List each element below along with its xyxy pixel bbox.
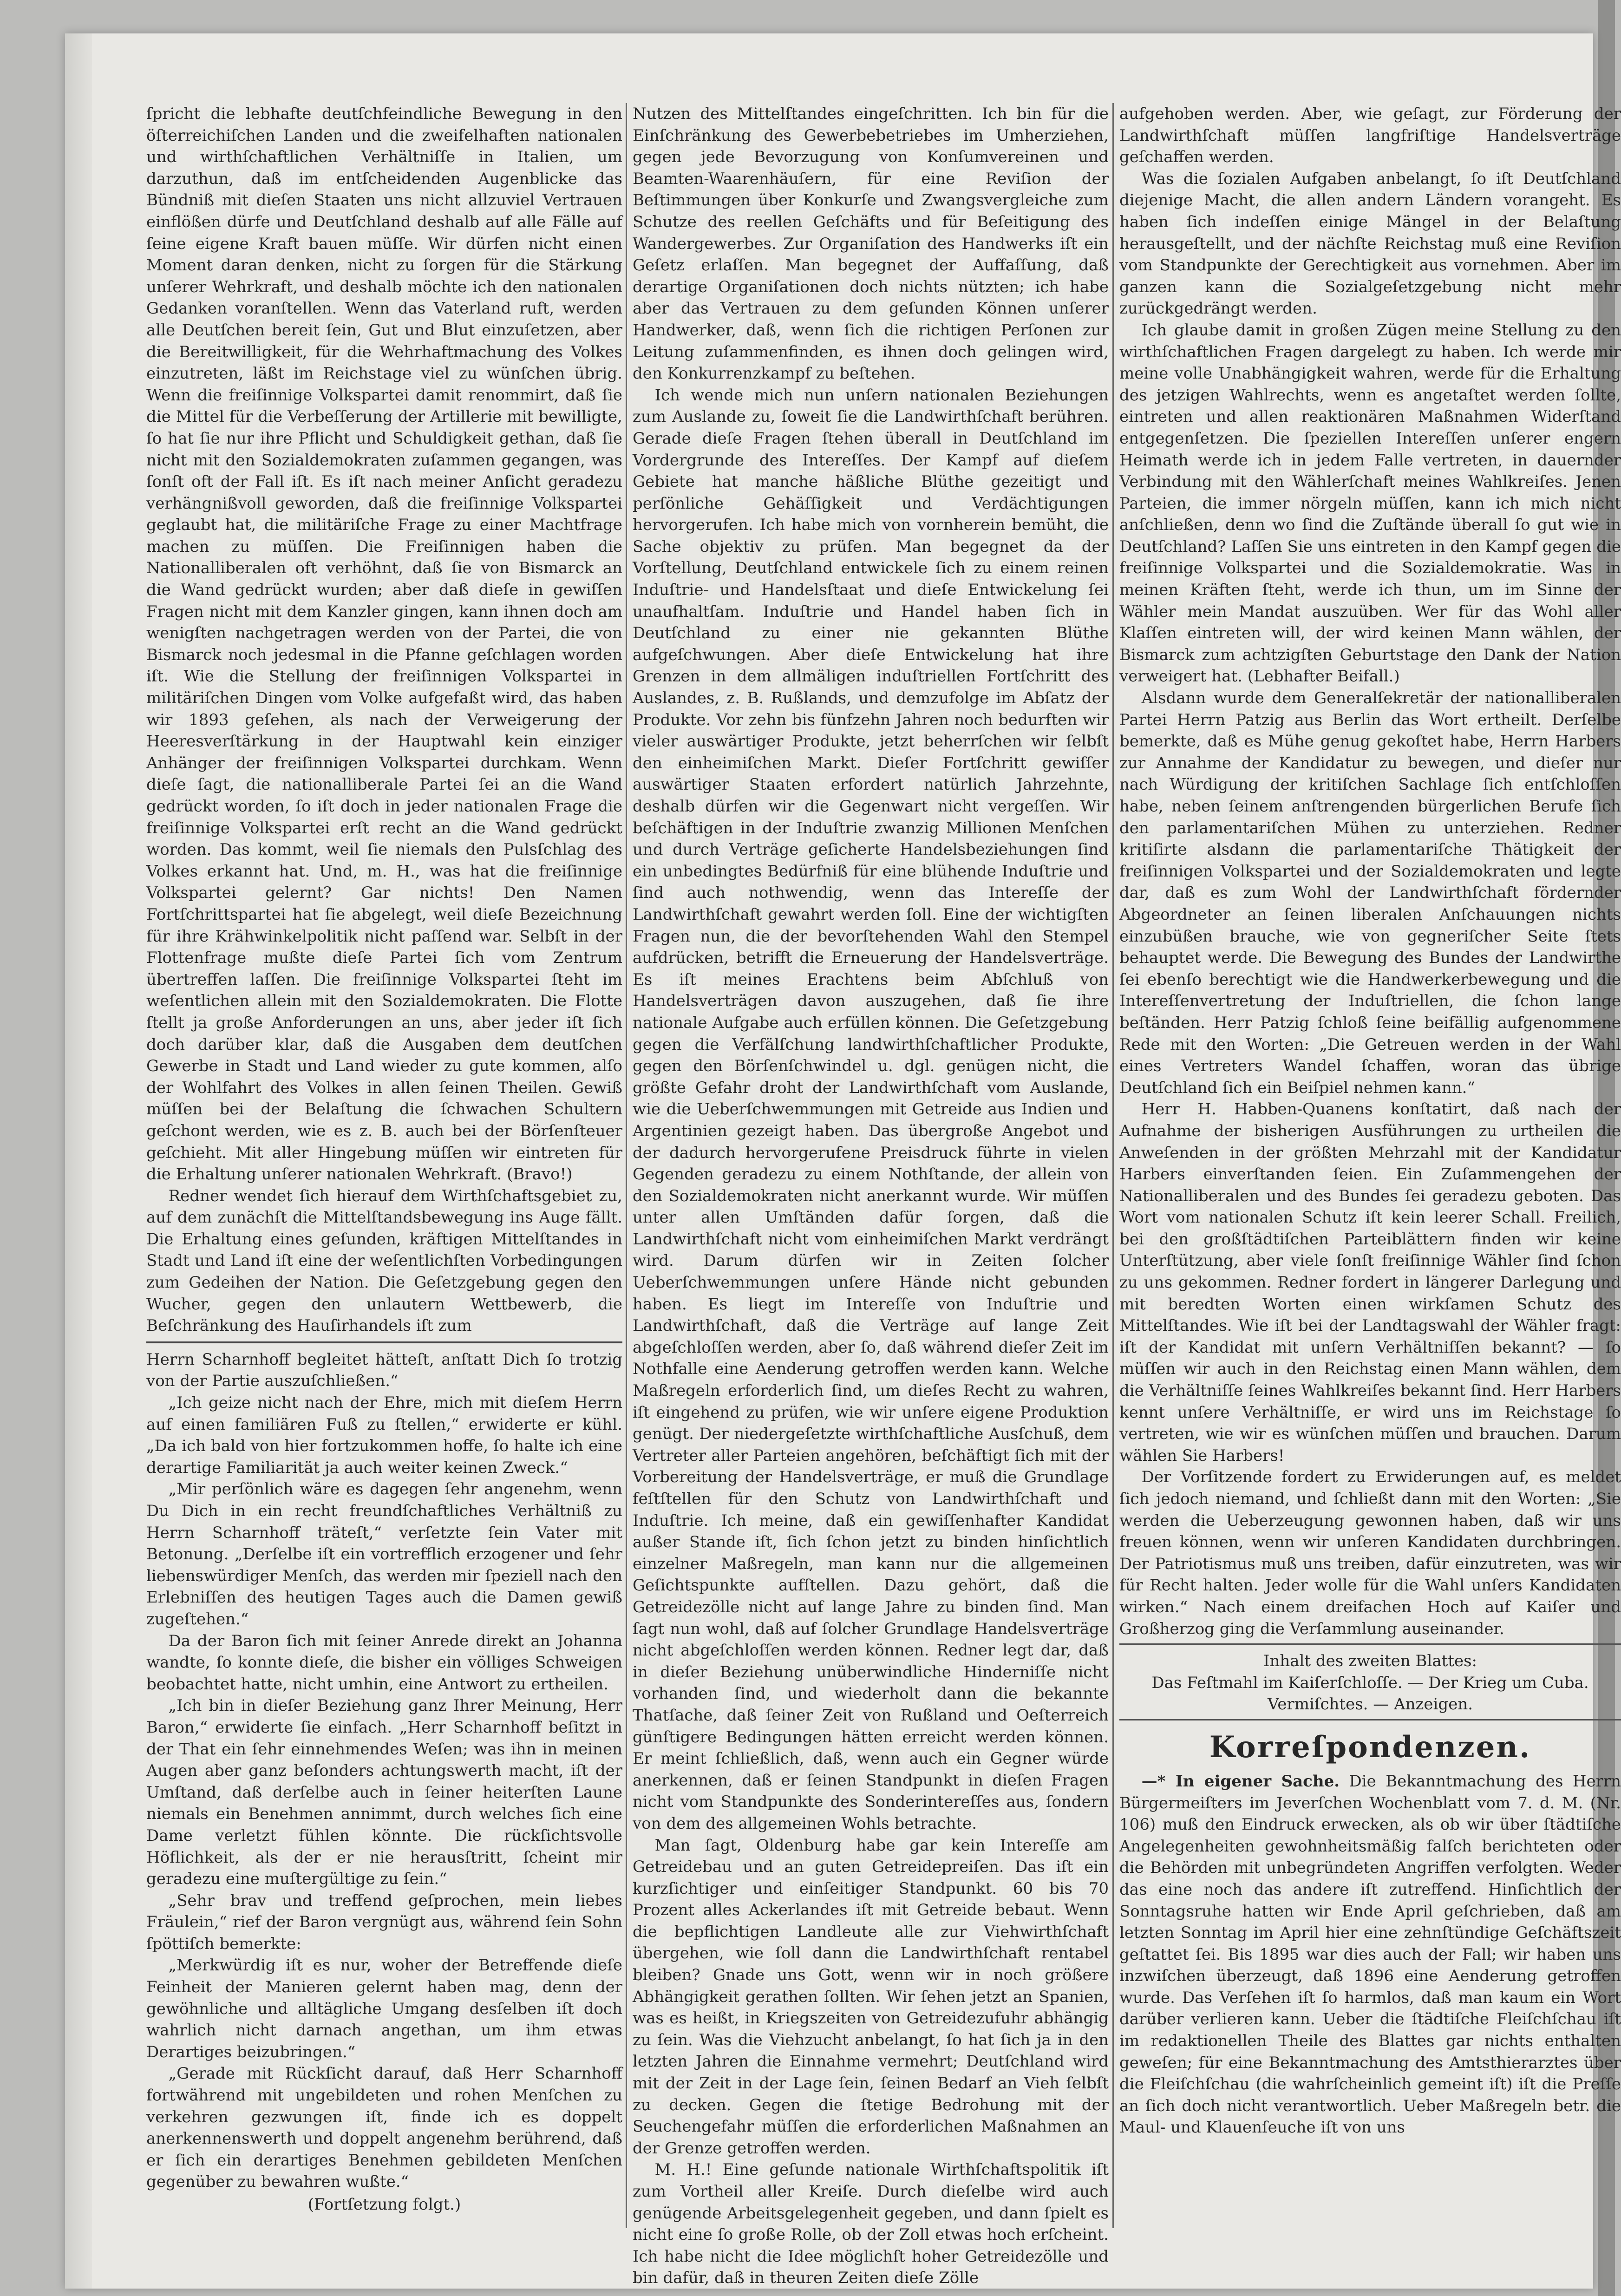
novel-paragraph: Herrn Scharnhoff begleitet hätteſt, anſtatt Dich ſo trotzig von der Partie auszuſchließen.“ <box>146 1350 622 1391</box>
correspondence-lead: —* In eigener Sache. <box>1141 1772 1340 1791</box>
novel-paragraph: Da der Baron ſich mit ſeiner Anrede direkt an Johanna wandte, ſo konnte dieſe, die bisher ein völliges Schweigen beobachtet hatte, nicht umhin, eine Antwort zu ertheilen. <box>146 1631 622 1694</box>
report-paragraph: Herr H. Habben-Quanens konſtatirt, daß nach der Aufnahme der bisherigen Ausführungen zu urtheilen die Anweſenden in der größten Mehrzahl mit der Kandidatur Harbers einverſtanden ſeien. Ein Zuſammengehen der Nationalliberalen und des Bundes ſei geradezu geboten. Das Wort vom nationalen Schutz iſt kein leerer Schall. Freilich, bei den großſtädtiſchen Parteiblättern finden wir keine Unterſtützung, aber viele ſonſt freiſinnige Wähler ſind ſchon zu uns gekommen. Redner fordert in längerer Darlegung und mit beredten Worten einen wirkſamen Schutz des Mittelſtandes. Wie iſt bei der Landtagswahl der Wähler fragt: iſt der Kandidat mit unſern Verhältniſſen bekannt? — ſo müſſen wir auch in den Reichstag einen Mann wählen, dem die Verhältniſſe ſeines Wahlkreiſes bekannt ſind. Herr Harbers kennt unſere Verhältniſſe, er wird uns im Reichstage ſo vertreten, wie wir es wünſchen müſſen und brauchen. Darum wählen Sie Harbers! <box>1119 1100 1621 1465</box>
speech-paragraph-6: M. H.! Eine geſunde nationale Wirthſchaftspolitik iſt zum Vortheil aller Kreiſe. Durch dieſelbe wird auch genügende Arbeitsgelegenheit gegeben, und dann ſpielt es nicht eine ſo große Rolle, ob der Zoll etwas hoch erſcheint. Ich habe nicht die Idee möglichſt hoher Getreidezölle und bin dafür, daß in theuren Zeiten dieſe Zölle <box>633 2160 1109 2288</box>
newspaper-page <box>65 33 1621 2289</box>
toc-line: Das Feſtmahl im Kaiſerſchloſſe. — Der Krieg um Cuba. <box>1151 1673 1589 1692</box>
page-gutter <box>65 33 92 2289</box>
speech-paragraph-3: Nutzen des Mittelſtandes eingeſchritten. Ich bin für die Einſchränkung des Gewerbebetriebes im Umherziehen, gegen jede Bevorzugung von Konſumvereinen und Beamten-Waarenhäuſern, für eine Reviſion der Beſtimmungen über Konkurſe und Zwangsvergleiche zum Schutze des reellen Geſchäfts und für Beſeitigung des Wandergewerbes. Zur Organiſation des Handwerks iſt ein Geſetz erlaſſen. Man begegnet der Auffaſſung, daß derartige Organiſationen doch nichts nützten; ich habe aber das Vertrauen zu dem geſunden Können unſerer Handwerker, daß, wenn ſich die richtigen Perſonen zur Leitung zuſammenfinden, es ihnen doch gelingen wird, den Konkurrenzkampf zu beſtehen. <box>633 105 1109 383</box>
novel-paragraph: „Ich geize nicht nach der Ehre, mich mit dieſem Herrn auf einen familiären Fuß zu ſtellen,“ erwiderte er kühl. „Da ich bald von hier fortzukommen hoffe, ſo halte ich eine derartige Familiarität ja auch weiter keinen Zweck.“ <box>146 1393 622 1477</box>
column-3 <box>1119 103 1621 2275</box>
speech-paragraph-5: Man ſagt, Oldenburg habe gar kein Intereſſe am Getreidebau und an guten Getreidepreiſen. Das iſt ein kurzſichtiger und einſeitiger Standpunkt. 60 bis 70 Prozent alles Ackerlandes iſt mit Getreide bebaut. Wenn die bepflichtigen Landleute alle zur Viehwirthſchaft übergehen, wie ſoll dann die Landwirthſchaft rentabel bleiben? Gnade uns Gott, wenn wir in noch größere Abhängigkeit gerathen ſollten. Wir ſehen jetzt an Spanien, was es heißt, in Kriegszeiten von Getreidezufuhr abhängig zu ſein. Was die Viehzucht anbelangt, ſo hat ſich ja in den letzten Jahren die Einnahme vermehrt; Deutſchland wird mit der Zeit in der Lage ſein, ſeinen Bedarf an Vieh ſelbſt zu decken. Gegen die ſtetige Bedrohung mit der Seuchengefahr müſſen die erforderlichen Maßnahmen an der Grenze getroffen werden. <box>633 1836 1109 2158</box>
speech-paragraph-9: Ich glaube damit in großen Zügen meine Stellung zu den wirthſchaftlichen Fragen dargelegt zu haben. Ich werde mir meine volle Unabhängigkeit wahren, werde für die Erhaltung des jetzigen Wahlrechts, wenn es angetaſtet werden ſollte, eintreten und allen reaktionären Maßnahmen Widerſtand entgegenſetzen. Die ſpeziellen Intereſſen unſerer engern Heimath werde ich in jedem Falle vertreten, in dauernder Verbindung mit den Wählerſchaft meines Wahlkreiſes. Jenen Parteien, die immer nörgeln müſſen, kann ich mich nicht anſchließen, denn wo ſind die Zuſtände überall ſo gut wie in Deutſchland? Laſſen Sie uns eintreten in den Kampf gegen die freiſinnige Volkspartei und die Sozialdemokratie. Was in meinen Kräften ſteht, werde ich thun, um im Sinne der Wähler mein Mandat auszuüben. Wer für das Wohl aller Klaſſen eintreten will, der wird keinen Mann wählen, der Bismarck zum achtzigſten Geburtstage den Dank der Nation verweigert hat. (Lebhafter Beifall.) <box>1119 321 1621 686</box>
toc-divider-top <box>1119 1643 1621 1645</box>
speech-paragraph-7: aufgehoben werden. Aber, wie geſagt, zur Förderung der Landwirthſchaft müſſen langfriſtige Handelsverträge geſchaffen werden. <box>1119 105 1621 167</box>
toc-title: Inhalt des zweiten Blattes: <box>1263 1652 1477 1671</box>
novel-paragraph: „Mir perſönlich wäre es dagegen ſehr angenehm, wenn Du Dich in ein recht freundſchaftliches Verhältniß zu Herrn Scharnhoff träteſt,“ verſetzte ſein Vater mit Betonung. „Derſelbe iſt ein vortrefflich erzogener und ſehr liebenswürdiger Menſch, das werden mir ſpeziell nach den Erlebniſſen des heutigen Tages auch die Damen gewiß zugeſtehen.“ <box>146 1480 622 1629</box>
continuation-note: (Fortſetzung folgt.) <box>307 2195 461 2214</box>
column-2 <box>633 103 1109 2288</box>
novel-paragraph: „Gerade mit Rückſicht darauf, daß Herr Scharnhoff fortwährend mit ungebildeten und rohen Menſchen zu verkehren gezwungen iſt, finde ich es doppelt anerkennenswerth und doppelt angenehm berührend, daß er ſich ein derartiges Benehmen gebildeten Menſchen gegenüber zu bewahren wußte.“ <box>146 2064 622 2191</box>
column-1 <box>146 103 622 2275</box>
novel-paragraph: „Sehr brav und treffend geſprochen, mein liebes Fräulein,“ rief der Baron vergnügt aus, während ſein Sohn ſpöttiſch bemerkte: <box>146 1891 622 1953</box>
speech-paragraph-8: Was die ſozialen Aufgaben anbelangt, ſo iſt Deutſchland diejenige Macht, die allen andern Ländern vorangeht. Es haben ſich indeſſen einige Mängel in der Belaſtung herausgeſtellt, und der nächſte Reichstag muß eine Reviſion vom Standpunkte der Gerechtigkeit aus vornehmen. Aber im ganzen kann die Sozialgeſetzgebung nicht mehr zurückgedrängt werden. <box>1119 169 1621 318</box>
correspondence-text: Die Bekanntmachung des Herrn Bürgermeiſters im Jeverſchen Wochenblatt vom 7. d. M. (Nr. 106) muß den Eindruck erwecken, als ob wir über ſtädtiſche Angelegenheiten gewohnheitsmäßig falſch berichteten oder die Behörden mit unbegründeten Angriffen verfolgten. Weder das eine noch das andere iſt zutreffend. Hinſichtlich der Sonntagsruhe hatten wir Ende April geſchrieben, daß am letzten Sonntag im April hier eine zehnſtündige Geſchäftszeit geſtattet ſei. Bis 1895 war dies auch der Fall; wir haben uns inzwiſchen überzeugt, daß 1896 eine Aenderung getroffen wurde. Das Verſehen iſt ſo harmlos, daß man kaum ein Wort darüber verlieren kann. Ueber die ſtädtiſche Fleiſchſchau iſt im redaktionellen Theile des Blattes gar nichts enthalten geweſen; für eine Bekanntmachung des Amtsthierarztes über die Fleiſchſchau (die wahrſcheinlich gemeint iſt) iſt die Preſſe an ſich doch nicht verantwortlich. Ueber Maßregeln betr. die Maul- und Klauenſeuche iſt von uns <box>1119 1772 1621 2137</box>
section-heading: Korreſpondenzen. <box>1209 1729 1531 1765</box>
toc-divider-bottom <box>1119 1719 1621 1720</box>
report-paragraph: Der Vorſitzende fordert zu Erwiderungen auf, es meldet ſich jedoch niemand, und ſchließt dann mit den Worten: „Sie werden die Ueberzeugung gewonnen haben, daß wir uns freuen können, wenn wir unſeren Kandidaten durchbringen. Der Patriotismus muß uns treiben, dafür einzutreten, was wir für Recht halten. Jeder wolle für die Wahl unſers Kandidaten wirken.“ Nach einem dreifachen Hoch auf Kaiſer und Großherzog ging die Verſammlung auseinander. <box>1119 1468 1621 1638</box>
speech-paragraph-2: Redner wendet ſich hierauf dem Wirthſchaftsgebiet zu, auf dem zunächſt die Mittelſtandsbewegung ins Auge fällt. Die Erhaltung eines geſunden, kräftigen Mittelſtandes in Stadt und Land iſt eine der weſentlichſten Vorbedingungen zum Gedeihen der Nation. Die Geſetzgebung gegen den Wucher, gegen den unlautern Wettbewerb, die Beſchränkung des Hauſirhandels iſt zum <box>146 1186 622 1335</box>
column-rule <box>626 103 627 2228</box>
feuilleton-divider <box>146 1341 622 1343</box>
toc-line: Vermiſchtes. — Anzeigen. <box>1267 1695 1473 1714</box>
column-rule <box>1112 103 1114 2228</box>
speech-paragraph-4: Ich wende mich nun unſern nationalen Beziehungen zum Auslande zu, ſoweit ſie die Landwirthſchaft berühren. Gerade dieſe Fragen ſtehen überall in Deutſchland im Vordergrunde des Intereſſes. Der Kampf auf dieſem Gebiete hat manche häßliche Blüthe gezeitigt und perſönliche Gehäſſigkeit und Verdächtigungen hervorgerufen. Ich habe mich von vornherein bemüht, die Sache objektiv zu prüfen. Man begegnet da der Vorſtellung, Deutſchland entwickele ſich zu einem reinen Induſtrie- und Handelsſtaat und dieſe Entwickelung ſei unaufhaltſam. Induſtrie und Handel haben ſich in Deutſchland zu einer nie gekannten Blüthe aufgeſchwungen. Aber dieſe Entwickelung hat ihre Grenzen in dem allmäligen induſtriellen Fortſchritt des Auslandes, z. B. Rußlands, und demzufolge im Abſatz der Produkte. Vor zehn bis fünfzehn Jahren noch bedurften wir vieler auswärtiger Produkte, jetzt beherrſchen wir ſelbſt den einheimiſchen Markt. Dieſer Fortſchritt gewiſſer auswärtiger Staaten erfordert natürlich Jahrzehnte, deshalb dürfen wir die Gegenwart nicht vergeſſen. Wir beſchäftigen in der Induſtrie zwanzig Millionen Menſchen und durch Verträge geſicherte Handelsbeziehungen ſind ein unbedingtes Bedürfniß für eine blühende Induſtrie und ſind auch nothwendig, wenn das Intereſſe der Landwirthſchaft gewahrt werden ſoll. Eine der wichtigſten Fragen nun, die der bevorſtehenden Wahl den Stempel aufdrücken, betrifft die Erneuerung der Handelsverträge. Es iſt meines Erachtens beim Abſchluß von Handelsverträgen davon auszugehen, daß ſie ihre nationale Aufgabe auch erfüllen können. Die Geſetzgebung gegen die Verfälſchung landwirthſchaftlicher Produkte, gegen den Börſenſchwindel u. dgl. genügen nicht, die größte Gefahr droht der Landwirthſchaft vom Auslande, wie die Ueberſchwemmungen mit Getreide aus Indien und Argentinien gezeigt haben. Das übergroße Angebot und der dadurch hervorgerufene Preisdruck führte in vielen Gegenden geradezu zu einem Nothſtande, der allein von den Sozialdemokraten nicht anerkannt wurde. Wir müſſen unter allen Umſtänden dafür ſorgen, daß die Landwirthſchaft nicht vom einheimiſchen Markt verdrängt wird. Darum dürfen wir in Zeiten ſolcher Ueberſchwemmungen unſere Hände nicht gebunden haben. Es liegt im Intereſſe von Induſtrie und Landwirthſchaft, daß die Verträge auf lange Zeit abgeſchloſſen werden, aber ſo, daß während dieſer Zeit im Nothfalle eine Aenderung getroffen werden kann. Welche Maßregeln erforderlich ſind, um dieſes Recht zu wahren, iſt eingehend zu prüfen, wie wir unſere eigene Produktion genügt. Der niedergeſetzte wirthſchaftliche Ausſchuß, dem Vertreter aller Parteien angehören, beſchäftigt ſich mit der Vorbereitung der Handelsverträge, er muß die Grundlage feſtſtellen für den Schutz von Landwirthſchaft und Induſtrie. Ich meine, daß ein gewiſſenhafter Kandidat außer Stande iſt, ſich ſchon jetzt zu binden hinſichtlich einzelner Maßregeln, man kann nur die allgemeinen Geſichtspunkte aufſtellen. Dazu gehört, daß die Getreidezölle nicht auf lange Jahre zu binden ſind. Man ſagt nun wohl, daß auf ſolcher Grundlage Handelsverträge nicht abgeſchloſſen werden können. Redner legt dar, daß in dieſer Beziehung unüberwindliche Hinderniſſe nicht vorhanden ſind, und wiederholt dann die bekannte Thatſache, daß ſeiner Zeit von Rußland und Oeſterreich günſtigere Bedingungen hätten erreicht werden können. Er meint ſchließlich, daß, wenn auch ein Gegner würde anerkennen, daß er ſeinen Standpunkt in dieſen Fragen nicht vom Standpunkte des Sonderintereſſes aus, ſondern von dem des allgemeinen Wohls betrachte. <box>633 386 1109 1833</box>
speech-paragraph-1: ſpricht die lebhafte deutſchfeindliche Bewegung in den öſterreichiſchen Landen und die zweifelhaften nationalen und wirthſchaftlichen Verhältniſſe in Italien, um darzuthun, daß im entſcheidenden Augenblicke das Bündniß mit dieſen Staaten uns nicht allzuviel Vertrauen einflößen dürfe und Deutſchland deshalb auf alle Fälle auf ſeine eigene Kraft bauen müſſe. Wir dürfen nicht einen Moment daran denken, nicht zu ſorgen für die Stärkung unſerer Wehrkraft, und deshalb möchte ich den nationalen Gedanken voranſtellen. Wenn das Vaterland ruft, werden alle Deutſchen bereit ſein, Gut und Blut einzuſetzen, aber die Bereitwilligkeit, für die Wehrhaftmachung des Volkes einzutreten, läßt im Reichstage viel zu wünſchen übrig. Wenn die freiſinnige Volkspartei damit renommirt, daß ſie die Mittel für die Verbeſſerung der Artillerie mit bewilligte, ſo hat ſie nur ihre Pflicht und Schuldigkeit gethan, daß ſie nicht mit den Sozialdemokraten zuſammen gegangen, was ſonſt oft der Fall iſt. Es iſt nach meiner Anſicht geradezu verhängnißvoll geworden, daß die freiſinnige Volkspartei geglaubt hat, die militäriſche Frage zu einer Machtfrage machen zu müſſen. Die Freiſinnigen haben die Nationalliberalen oft verhöhnt, daß ſie von Bismarck an die Wand gedrückt wurden; aber daß dieſe in gewiſſen Fragen nicht mit dem Kanzler gingen, kann ihnen doch am wenigſten nachgetragen werden von der Partei, die von Bismarck noch jedesmal in die Pfanne geſchlagen worden iſt. Wie die Stellung der freiſinnigen Volkspartei in militäriſchen Dingen vom Volke aufgefaßt wird, das haben wir 1893 geſehen, als nach der Verweigerung der Heeresverſtärkung in der Hauptwahl kein einziger Anhänger der freiſinnigen Volkspartei durchkam. Wenn dieſe ſagt, die nationalliberale Partei ſei an die Wand gedrückt worden, ſo iſt doch in jeder nationalen Frage die freiſinnige Volkspartei erſt recht an die Wand gedrückt worden. Das kommt, weil ſie niemals den Pulsſchlag des Volkes erkannt hat. Und, m. H., was hat die freiſinnige Volkspartei gelernt? Gar nichts! Den Namen Fortſchrittspartei hat ſie abgelegt, weil dieſe Bezeichnung für ihre Krähwinkelpolitik nicht paſſend war. Selbſt in der Flottenfrage mußte dieſe Partei ſich vom Zentrum übertreffen laſſen. Die freiſinnige Volkspartei ſteht im weſentlichen allein mit den Sozialdemokraten. Die Flotte ſtellt ja große Anforderungen an uns, aber jeder iſt ſich doch darüber klar, daß die Ausgaben dem deutſchen Gewerbe in Stadt und Land wieder zu gute kommen, alſo der Wohlfahrt des Volkes in allen ſeinen Theilen. Gewiß müſſen bei der Belaſtung die ſchwachen Schultern geſchont werden, wie es z. B. auch bei der Börſenſteuer geſchieht. Mit aller Hingebung müſſen wir eintreten für die Erhaltung unſerer nationalen Wehrkraft. (Bravo!) <box>146 105 622 1184</box>
novel-paragraph: „Ich bin in dieſer Beziehung ganz Ihrer Meinung, Herr Baron,“ erwiderte ſie einfach. „Herr Scharnhoff beſitzt in der That ein ſehr einnehmendes Weſen; was ihn in meinen Augen aber ganz beſonders achtungswerth macht, iſt der Umſtand, daß derſelbe auch in ſeiner heiterſten Laune niemals ein Benehmen annimmt, durch welches ſich eine Dame verletzt fühlen könnte. Die rückſichtsvolle Höflichkeit, als der er nie herausſtritt, ſcheint mir geradezu eine muſtergültige zu ſein.“ <box>146 1696 622 1889</box>
correspondence-paragraph <box>1119 1771 1621 2139</box>
novel-paragraph: „Merkwürdig iſt es nur, woher der Betreffende dieſe Feinheit der Manieren gelernt haben mag, denn der gewöhnliche und alltägliche Umgang desſelben iſt doch wahrlich nicht darnach angethan, um ihm etwas Derartiges beizubringen.“ <box>146 1956 622 2061</box>
report-paragraph: Alsdann wurde dem Generalſekretär der nationalliberalen Partei Herrn Patzig aus Berlin das Wort ertheilt. Derſelbe bemerkte, daß es Mühe genug gekoſtet habe, Herrn Harbers zur Annahme der Kandidatur zu bewegen, und dieſer nur nach Würdigung der kritiſchen Sachlage ſich entſchloſſen habe, neben ſeinem anſtrengenden bürgerlichen Berufe ſich den parlamentariſchen Mühen zu unterziehen. Redner kritiſirte alsdann die parlamentariſche Thätigkeit der freiſinnigen Volkspartei und der Sozialdemokraten und legte dar, daß es zum Wohl der Landwirthſchaft fördernder Abgeordneter an ſeinen liberalen Anſchauungen nichts einzubüßen brauche, wie von gegneriſcher Seite ſtets behauptet werde. Die Bewegung des Bundes der Landwirthe ſei ebenſo berechtigt wie die Handwerkerbewegung und die Intereſſenvertretung der Induſtriellen, die ſchon lange beſtänden. Herr Patzig ſchloß ſeine beifällig aufgenommene Rede mit den Worten: „Die Getreuen werden in der Wahl eines Vertreters Wandel ſchaffen, woran das übrige Deutſchland ſich ein Beiſpiel nehmen kann.“ <box>1119 689 1621 1097</box>
